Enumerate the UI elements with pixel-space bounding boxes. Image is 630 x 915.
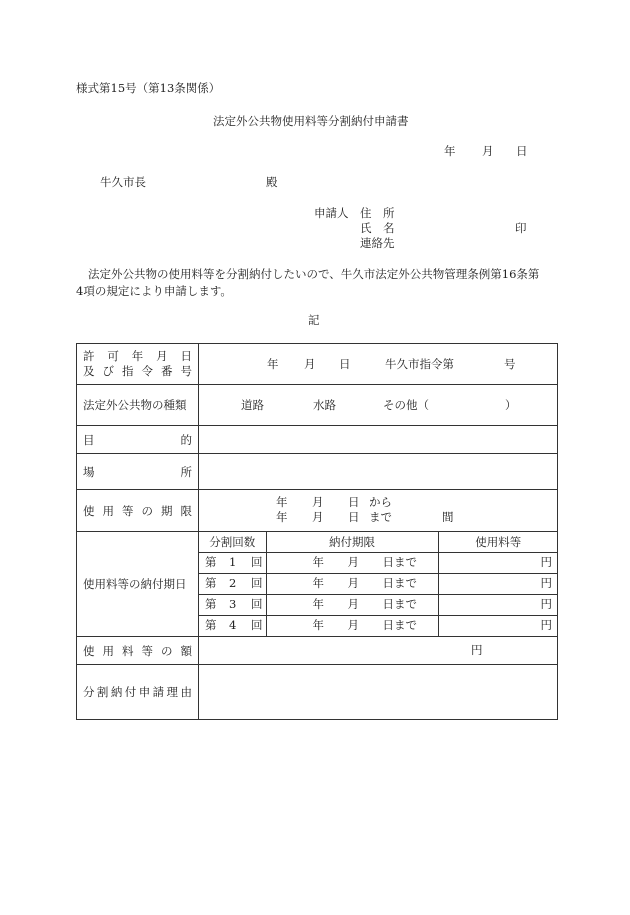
permit-date-field[interactable] xyxy=(199,344,558,385)
yen-unit: 円 xyxy=(540,555,552,569)
permit-date-label xyxy=(77,344,199,385)
reason-field[interactable] xyxy=(199,665,558,720)
period-until-label: まで xyxy=(369,510,392,524)
facility-type-label-text: 法定外公共物の種類 xyxy=(83,398,187,412)
label-char: 使 xyxy=(83,503,95,518)
period-end-month: 月 xyxy=(312,510,324,524)
label-char: 指 xyxy=(122,364,134,378)
location-field[interactable] xyxy=(199,454,558,490)
installment-due-date-field[interactable] xyxy=(266,553,438,574)
label-char: 回 xyxy=(251,618,263,632)
payment-due-label-text: 使用料等の納付期日 xyxy=(83,577,187,591)
label-char: 号 xyxy=(180,364,192,378)
table-row-purpose xyxy=(77,426,558,454)
installment-row-1 xyxy=(199,553,558,574)
due-month: 月 xyxy=(347,618,359,632)
label-char: 日 xyxy=(180,349,192,363)
table-row-type xyxy=(77,385,558,426)
due-day: 日まで xyxy=(382,618,417,632)
option-other-close: ） xyxy=(505,398,517,412)
installment-number xyxy=(199,616,266,637)
label-char: 使 xyxy=(83,643,95,658)
yen-unit: 円 xyxy=(540,576,552,590)
label-char: 用 xyxy=(102,503,114,518)
period-end-year: 年 xyxy=(276,510,288,524)
installment-fee-field[interactable] xyxy=(438,574,558,595)
applicant-label: 申請人 xyxy=(314,206,349,220)
table-row-installments xyxy=(77,532,558,637)
option-waterway[interactable]: 水路 xyxy=(313,398,336,412)
permit-label-line1 xyxy=(83,349,192,364)
permit-label-line2 xyxy=(83,364,192,379)
label-char: 第 xyxy=(205,576,217,590)
directive-number-label: 号 xyxy=(504,357,516,371)
table-row-amount xyxy=(77,637,558,665)
label-char: 第 xyxy=(205,618,217,632)
header-fee: 使用料等 xyxy=(438,532,558,553)
label-char: 令 xyxy=(141,364,153,378)
period-start-month: 月 xyxy=(312,495,324,509)
label-char: 分 xyxy=(83,685,95,699)
installment-table xyxy=(199,532,558,636)
due-day: 日まで xyxy=(382,597,417,611)
installment-due-date-field[interactable] xyxy=(266,595,438,616)
due-day: 日まで xyxy=(382,555,417,569)
applicant-name-label: 氏 名 xyxy=(360,221,395,235)
label-char: 理 xyxy=(166,685,179,699)
label-char: 可 xyxy=(107,349,119,363)
date-year-label: 年 xyxy=(444,144,456,158)
usage-fee-label xyxy=(77,637,199,665)
application-table xyxy=(76,343,558,720)
label-char: 番 xyxy=(161,364,173,378)
document-title: 法定外公共物使用料等分割納付申請書 xyxy=(213,114,409,128)
form-number: 様式第15号（第13条関係） xyxy=(76,81,221,95)
permit-day-label: 日 xyxy=(339,357,351,371)
label-char: 回 xyxy=(251,576,263,590)
yen-unit: 円 xyxy=(540,618,552,632)
period-start-day: 日 xyxy=(348,495,360,509)
installment-row-4 xyxy=(199,616,558,637)
period-duration-label: 間 xyxy=(442,510,454,524)
yen-unit: 円 xyxy=(471,643,483,657)
facility-type-field[interactable] xyxy=(199,385,558,426)
label-char: 請 xyxy=(152,685,165,699)
label-char: 及 xyxy=(83,364,95,378)
location-label xyxy=(77,454,199,490)
installment-index: 3 xyxy=(229,597,237,611)
label-char: 料 xyxy=(122,643,134,658)
period-end-day: 日 xyxy=(348,510,360,524)
due-month: 月 xyxy=(347,555,359,569)
date-day-label: 日 xyxy=(516,144,528,158)
installment-cell xyxy=(199,532,558,637)
installment-number xyxy=(199,595,266,616)
installment-index: 4 xyxy=(229,618,237,632)
honorific: 殿 xyxy=(266,175,278,189)
installment-row-2 xyxy=(199,574,558,595)
label-char: の xyxy=(161,643,173,658)
label-char: 許 xyxy=(83,349,95,363)
applicant-address-label: 住 所 xyxy=(360,206,395,220)
addressee: 牛久市長 xyxy=(100,175,146,189)
label-char: 限 xyxy=(180,503,192,518)
installment-fee-field[interactable] xyxy=(438,616,558,637)
label-char: 目 xyxy=(83,432,95,447)
label-char: び xyxy=(102,364,114,378)
table-row-reason xyxy=(77,665,558,720)
facility-type-label xyxy=(77,385,199,426)
seal-mark: 印 xyxy=(515,221,527,235)
label-char: 申 xyxy=(138,685,151,699)
due-day: 日まで xyxy=(382,576,417,590)
due-year: 年 xyxy=(312,618,324,632)
header-installment-count: 分割回数 xyxy=(199,532,266,553)
table-row-location xyxy=(77,454,558,490)
label-char: 納 xyxy=(110,685,123,699)
label-char: 所 xyxy=(180,464,192,479)
label-char: 年 xyxy=(131,349,144,363)
due-year: 年 xyxy=(312,555,324,569)
installment-index: 1 xyxy=(229,555,237,569)
label-char: 回 xyxy=(251,555,263,569)
label-char: 回 xyxy=(251,597,263,611)
installment-fee-field[interactable] xyxy=(438,595,558,616)
label-char: 第 xyxy=(205,597,217,611)
label-char: 用 xyxy=(102,643,114,658)
reason-label xyxy=(77,665,199,720)
applicant-contact-label: 連絡先 xyxy=(360,236,395,250)
label-char: 割 xyxy=(96,685,109,699)
label-char: 場 xyxy=(83,464,95,479)
date-month-label: 月 xyxy=(482,144,494,158)
installment-number xyxy=(199,574,266,595)
usage-period-field[interactable] xyxy=(199,490,558,532)
label-char: 等 xyxy=(122,503,134,518)
yen-unit: 円 xyxy=(540,597,552,611)
usage-period-label xyxy=(77,490,199,532)
period-from-label: から xyxy=(369,495,392,509)
permit-month-label: 月 xyxy=(304,357,316,371)
installment-number xyxy=(199,553,266,574)
header-due-date: 納付期限 xyxy=(266,532,438,553)
label-char: 由 xyxy=(180,685,192,699)
installment-due-date-field[interactable] xyxy=(266,616,438,637)
label-char: 第 xyxy=(205,555,217,569)
ki-heading: 記 xyxy=(308,313,320,327)
label-char: 的 xyxy=(180,432,192,447)
option-other[interactable]: その他（ xyxy=(383,398,429,412)
label-char: 等 xyxy=(141,643,153,658)
due-year: 年 xyxy=(312,597,324,611)
table-row-period xyxy=(77,490,558,532)
due-month: 月 xyxy=(347,597,359,611)
directive-label: 牛久市指令第 xyxy=(385,357,454,371)
installment-index: 2 xyxy=(229,576,237,590)
purpose-field[interactable] xyxy=(199,426,558,454)
table-row-permit xyxy=(77,344,558,385)
purpose-label xyxy=(77,426,199,454)
installment-due-date-field[interactable] xyxy=(266,574,438,595)
payment-due-label xyxy=(77,532,199,637)
installment-header-row xyxy=(199,532,558,553)
label-char: 額 xyxy=(180,643,192,658)
body-text-line1: 法定外公共物の使用料等を分割納付したいので、牛久市法定外公共物管理条例第16条第 xyxy=(88,267,540,281)
option-road[interactable]: 道路 xyxy=(241,398,264,412)
body-text-line2: 4項の規定により申請します。 xyxy=(76,284,232,298)
permit-year-label: 年 xyxy=(267,357,279,371)
usage-fee-field[interactable] xyxy=(199,637,558,665)
label-char: の xyxy=(141,503,153,518)
due-month: 月 xyxy=(347,576,359,590)
period-start-year: 年 xyxy=(276,495,288,509)
label-char: 期 xyxy=(161,503,173,518)
label-char: 月 xyxy=(156,349,168,363)
label-char: 付 xyxy=(124,685,137,699)
installment-fee-field[interactable] xyxy=(438,553,558,574)
installment-row-3 xyxy=(199,595,558,616)
due-year: 年 xyxy=(312,576,324,590)
